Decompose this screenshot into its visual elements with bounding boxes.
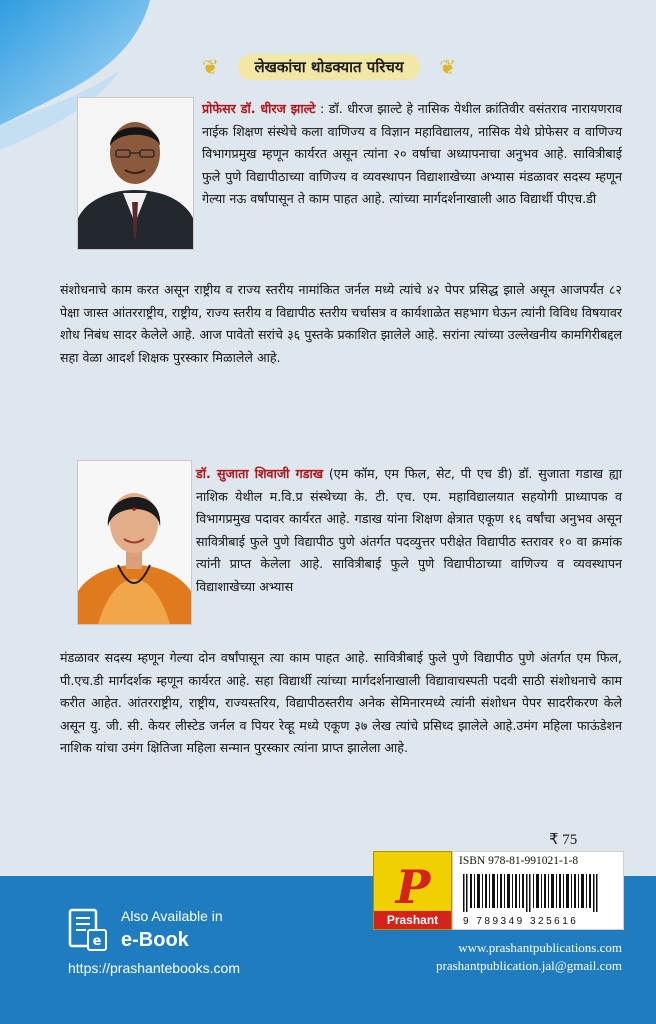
author2-name: डॉ. सुजाता शिवाजी गडाख — [196, 466, 324, 481]
right-ornament-icon: ❦ — [439, 55, 456, 79]
publisher-logo — [373, 851, 452, 930]
publisher-logo-letter: P — [395, 860, 430, 911]
author1-photo — [77, 97, 194, 250]
left-ornament-icon: ❦ — [202, 55, 219, 79]
author1-name: प्रोफेसर डॉ. धीरज झाल्टे — [202, 101, 316, 116]
section-banner — [202, 50, 456, 84]
barcode-bars — [463, 874, 613, 912]
section-title: लेखकांचा थोडक्यात परिचय — [238, 54, 419, 80]
price-label: ₹ 75 — [549, 832, 578, 848]
author1-bio-bottom — [60, 279, 622, 369]
author2-bio-bottom — [60, 647, 622, 760]
author1-bio-top — [202, 98, 622, 211]
publisher-website-link[interactable]: www.prashantpublications.com — [458, 940, 622, 955]
author1-bio-top-text: : डॉ. धीरज झाल्टे हे नासिक येथील क्रांतिवीर वसंतराव नारायणराव नाईक शिक्षण संस्थेचे कला वाणिज्य व विज्ञान महाविद्यालय, नासिक येथे प्रोफेसर व वाणिज्य विभागप्रमुख म्हणून कार्यरत असून त्यांना २० वर्षाचा अध्यापनाचा अनुभव आहे. सावित्रीबाई फुले पुणे विद्यापीठाच्या वाणिज्य व व्यवस्थापन विद्याशाखेच्या अभ्यास मंडळावर सदस्य म्हणून गेल्या नऊ वर्षांपासून ते काम पाहत आहे. त्यांच्या मार्गदर्शनाखाली आठ विद्यार्थी पीएच.डी — [202, 101, 622, 207]
barcode-digits: 9 789349 325616 — [463, 916, 579, 927]
author2-photo — [77, 460, 192, 625]
also-available-label: Also Available in — [121, 908, 223, 924]
author2-bio-top — [196, 463, 622, 599]
ebook-url-link[interactable]: https://prashantebooks.com — [68, 960, 240, 976]
svg-text:e: e — [92, 934, 102, 949]
publisher-name: Prashant — [374, 911, 451, 929]
isbn-barcode — [452, 851, 624, 930]
publisher-email-link[interactable]: prashantpublication.jal@gmail.com — [436, 958, 622, 973]
author2-bio-top-text: डॉ. सुजाता गडाख ह्या नाशिक येथील म.वि.प्र संस्थेच्या के. टी. एच. एम. महाविद्यालयात सहयोगी प्राध्यापक व विभागप्रमुख पदावर कार्यरत आहे. गडाख यांना शिक्षण क्षेत्रात एकूण १६ वर्षांचा अनुभव असून सावित्रीबाई फुले पुणे विद्यापीठ पुणे अंतर्गत पदव्युत्तर परीक्षेत विद्यापीठ स्तरावर १० वा क्रमांक त्यांनी प्राप्त केलेला आहे. सावित्रीबाई फुले पुणे विद्यापीठाच्या वाणिज्य व व्यवस्थापन विद्याशाखेच्या अभ्यास — [196, 466, 623, 594]
ebook-label: e-Book — [121, 929, 189, 951]
author2-qualifications: (एम कॉम, एम फिल, सेट, पी एच डी) — [328, 466, 513, 481]
isbn-text: ISBN 978-81-991021-1-8 — [459, 855, 579, 867]
ebook-icon — [68, 908, 108, 952]
author1-bio-bottom-text: संशोधनाचे काम करत असून राष्ट्रीय व राज्य स्तरीय नामांकित जर्नल मध्ये त्यांचे ४२ पेपर प्रसिद्ध झाले असून आजपर्यंत ८२ पेक्षा जास्त आंतरराष्ट्रीय, राष्ट्रीय, राज्य स्तरीय व विद्यापीठ स्तरीय चर्चासत्र व कार्यशाळेत सहभाग घेऊन त्यांनी विविध विषयावर शोध निबंध सादर केलेले आहे. आज पावेतो सरांचे ३६ पुस्तके प्रकाशित झालेले आहे. सरांना त्यांच्या उल्लेखनीय कामगिरीबद्दल सहा वेळा आदर्श शिक्षक पुरस्कार मिळालेले आहे. — [60, 282, 622, 365]
publisher-logo-mark — [383, 859, 443, 911]
author2-bio-bottom-text: मंडळावर सदस्य म्हणून गेल्या दोन वर्षांपासून त्या काम पाहत आहे. सावित्रीबाई फुले पुणे विद्यापीठ पुणे अंतर्गत एम फिल, पी.एच.डी मार्गदर्शक म्हणून कार्यरत आहे. सहा विद्यार्थी त्यांच्या मार्गदर्शनाखाली विद्यावाचस्पती पदवी साठी संशोधनाचे काम करीत आहेत. आंतरराष्ट्रीय, राष्ट्रीय, राज्यस्तरिय, विद्यापीठस्तरीय अनेक सेमिनारमध्ये त्यांनी संशोधन पेपर सादरीकरण केले असून यु. जी. सी. केयर लीस्टेड जर्नल व पियर रेव्हू मध्ये एकूण ३७ लेख त्यांचे प्रसिध्द झालेले आहे.उमंग महिला फाऊंडेशन नाशिक यांचा उमंग क्षितिजा महिला सन्मान पुरस्कार त्यांना प्राप्त झालेला आहे. — [60, 650, 622, 756]
